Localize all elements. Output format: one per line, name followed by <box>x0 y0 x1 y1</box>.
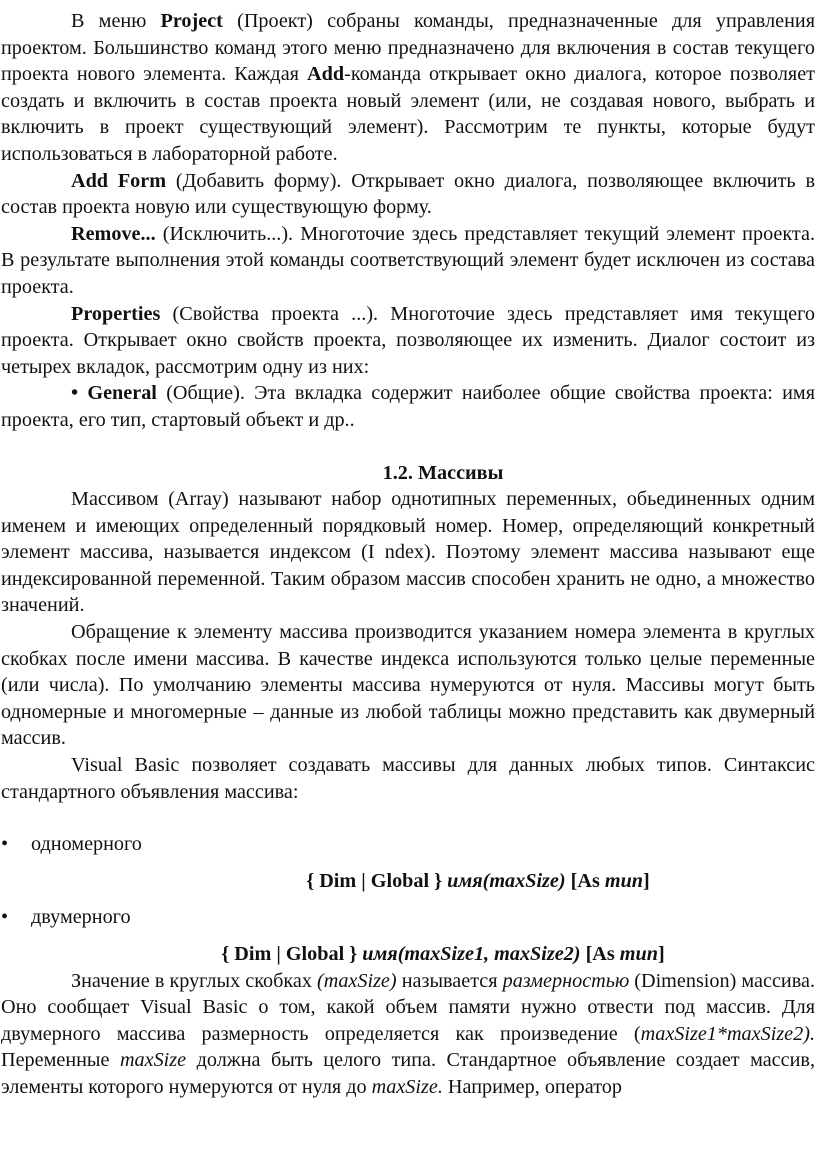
paragraph-project-menu <box>1 8 815 168</box>
bullet-two-dimensional <box>1 904 815 931</box>
spacer <box>1 805 815 831</box>
paragraph-add-form <box>1 168 815 221</box>
term-maxsize: (maxSize) <box>317 969 397 992</box>
paragraph-remove <box>1 221 815 301</box>
paragraph-properties <box>1 301 815 381</box>
text: (Общие). Эта вкладка содержит наиболее общие свойства проекта: имя проекта, его тип, стартовый объект и др.. <box>1 382 815 431</box>
bullet-one-dimensional <box>1 831 815 858</box>
bullet-label: двумерного <box>31 906 131 929</box>
syntax-type: тип <box>619 943 658 965</box>
text: -команда открывает окно диалога, которое позволяет создать и включить в состав проекта новый элемент (или, не создавая нового, выбрать и включить в проект существующий элемент). Рассмотрим те пункты, которые будут использоваться в лабораторной работе. <box>1 63 815 165</box>
syntax-array-name: имя(maxSize1, maxSize2) <box>362 943 581 965</box>
spacer <box>1 434 815 460</box>
term-product: maxSize1*maxSize2). <box>640 1022 815 1045</box>
text: Например, оператор <box>442 1075 622 1098</box>
paragraph-array-access: Обращение к элементу массива производится указанием номера элемента в круглых скобках после имени массива. В качестве индекса используются только целые переменные (или числа). По умолчанию элементы массива нумеруются от нуля. Массивы могут быть одномерные и многомерные – данные из любой таблицы можно представить как двумерный массив. <box>1 621 815 750</box>
syntax-keywords: { Dim | Global } <box>221 943 358 965</box>
bullet-icon: • <box>1 833 9 856</box>
spacer <box>1 858 815 868</box>
syntax-bracket: ] <box>643 869 650 892</box>
term-project: Project <box>160 10 223 32</box>
syntax-array-name: имя(maxSize) <box>447 869 566 892</box>
spacer <box>1 931 815 941</box>
text: (Проект) собраны команды, предназначенные для управления проектом. Большинство команд этого меню предназначено для включения в состав текущего проекта нового элемента. Каждая <box>1 10 815 86</box>
text: (Dimension) массива. Оно сообщает Visual Basic о том, какой объем памяти нужно отвести под массив. Для двумерного массива размерность определяется как произведение ( <box>1 969 815 1045</box>
text: Значение в круглых скобках <box>71 969 318 992</box>
paragraph-dimension <box>1 968 815 1101</box>
term-general: General <box>87 382 157 405</box>
term-add-form: Add Form <box>71 169 167 192</box>
term-maxsize: maxSize. <box>371 1075 443 1098</box>
syntax-one-dimensional <box>1 868 815 895</box>
syntax-type: тип <box>604 869 644 892</box>
bullet-icon: • <box>71 382 79 405</box>
text: называется <box>396 969 503 992</box>
term-remove: Remove... <box>71 222 156 245</box>
text: (Исключить...). Многоточие здесь представляет текущий элемент проекта. В результате выполнения этой команды соответствующий элемент будет исключен из состава проекта. <box>1 222 815 298</box>
syntax-as: [As <box>565 869 605 892</box>
syntax-bracket: ] <box>657 943 665 965</box>
paragraph-array-definition: Массивом (Array) называют набор однотипных переменных, обьединенных одним именем и имеющих определенный порядковый номер. Номер, определяющий конкретный элемент массива, называется индексом (I ndex). Поэтому элемент массива называют еще индексированной переменной. Таким образом массив способен хранить не одно, а множество значений. <box>1 488 815 617</box>
text: (Свойства проекта ...). Многоточие здесь представляет имя текущего проекта. Открывает окно свойств проекта, позволяющее их изменить. Диалог состоит из четырех вкладок, рассмотрим одну из них: <box>1 302 815 378</box>
spacer <box>1 894 815 904</box>
text: (Добавить форму). Открывает окно диалога, позволяющее включить в состав проекта новую или существующую форму. <box>1 169 815 219</box>
syntax-keywords: { Dim | Global } <box>306 869 443 892</box>
text: В меню <box>71 10 161 32</box>
term-dimension: размерностью <box>502 969 630 992</box>
section-heading: 1.2. Массивы <box>382 461 504 484</box>
syntax-two-dimensional <box>1 941 815 968</box>
term-properties: Properties <box>71 302 161 325</box>
paragraph-general <box>1 380 815 433</box>
syntax-as: [As <box>580 943 620 965</box>
text: Переменные <box>1 1049 120 1072</box>
text: должна быть целого типа. Стандартное объявление создает массив, элементы которого нумеруются от нуля до <box>1 1049 815 1098</box>
bullet-icon: • <box>1 906 9 929</box>
bullet-label: одномерного <box>31 833 142 856</box>
term-maxsize: maxSize <box>119 1049 187 1072</box>
paragraph-vb-syntax: Visual Basic позволяет создавать массивы для данных любых типов. Синтаксис стандартного объявления массива: <box>1 754 815 803</box>
term-add: Add <box>307 63 345 86</box>
